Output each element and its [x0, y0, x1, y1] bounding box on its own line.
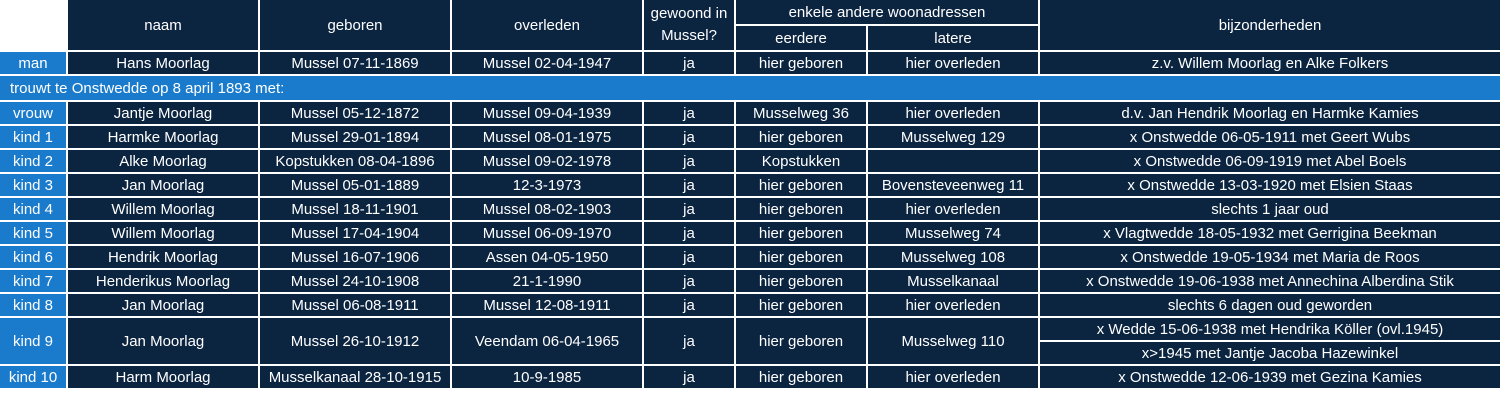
cell-latere — [868, 150, 1038, 172]
cell-eerdere: hier geboren — [736, 126, 866, 148]
cell-naam: Harm Moorlag — [68, 366, 258, 388]
cell-geboren: Mussel 06-08-1911 — [260, 294, 450, 316]
cell-eerdere: Musselweg 36 — [736, 102, 866, 124]
header-gewoond: gewoond in Mussel? — [644, 0, 734, 50]
cell-bijzonderheden: x Onstwedde 19-05-1934 met Maria de Roos — [1040, 246, 1500, 268]
cell-naam: Jan Moorlag — [68, 174, 258, 196]
cell-bijzonderheden: x Wedde 15-06-1938 met Hendrika Köller (ovl.1945) — [1040, 318, 1500, 340]
cell-gewoond: ja — [644, 174, 734, 196]
row-label: kind 2 — [0, 150, 66, 172]
cell-gewoond: ja — [644, 366, 734, 388]
cell-geboren: Mussel 16-07-1906 — [260, 246, 450, 268]
cell-eerdere: hier geboren — [736, 366, 866, 388]
cell-bijzonderheden: x Onstwedde 06-05-1911 met Geert Wubs — [1040, 126, 1500, 148]
header-bijzonderheden: bijzonderheden — [1040, 0, 1500, 50]
cell-overleden: 12-3-1973 — [452, 174, 642, 196]
cell-eerdere: hier geboren — [736, 198, 866, 220]
cell-eerdere: hier geboren — [736, 246, 866, 268]
cell-bijzonderheden: x Onstwedde 12-06-1939 met Gezina Kamies — [1040, 366, 1500, 388]
header-geboren: geboren — [260, 0, 450, 50]
header-eerdere: eerdere — [736, 26, 866, 50]
cell-gewoond: ja — [644, 102, 734, 124]
row-label: kind 1 — [0, 126, 66, 148]
cell-naam: Hendrik Moorlag — [68, 246, 258, 268]
row-label: vrouw — [0, 102, 66, 124]
cell-gewoond: ja — [644, 270, 734, 292]
cell-eerdere: hier geboren — [736, 174, 866, 196]
cell-bijzonderheden: slechts 1 jaar oud — [1040, 198, 1500, 220]
cell-naam: Willem Moorlag — [68, 198, 258, 220]
row-label: kind 6 — [0, 246, 66, 268]
cell-latere: hier overleden — [868, 294, 1038, 316]
cell-latere: hier overleden — [868, 102, 1038, 124]
cell-eerdere: hier geboren — [736, 318, 866, 364]
row-label: man — [0, 52, 66, 74]
cell-geboren: Musselkanaal 28-10-1915 — [260, 366, 450, 388]
cell-overleden: Veendam 06-04-1965 — [452, 318, 642, 364]
cell-eerdere: Kopstukken — [736, 150, 866, 172]
cell-bijzonderheden: x Vlagtwedde 18-05-1932 met Gerrigina Beekman — [1040, 222, 1500, 244]
row-label: kind 5 — [0, 222, 66, 244]
cell-naam: Harmke Moorlag — [68, 126, 258, 148]
cell-bijzonderheden: d.v. Jan Hendrik Moorlag en Harmke Kamies — [1040, 102, 1500, 124]
cell-latere: hier overleden — [868, 198, 1038, 220]
cell-geboren: Mussel 05-01-1889 — [260, 174, 450, 196]
cell-latere: Bovensteveenweg 11 — [868, 174, 1038, 196]
row-label: kind 7 — [0, 270, 66, 292]
cell-gewoond: ja — [644, 126, 734, 148]
cell-naam: Willem Moorlag — [68, 222, 258, 244]
header-overleden: overleden — [452, 0, 642, 50]
cell-bijzonderheden: slechts 6 dagen oud geworden — [1040, 294, 1500, 316]
cell-overleden: Mussel 02-04-1947 — [452, 52, 642, 74]
cell-eerdere: hier geboren — [736, 294, 866, 316]
cell-geboren: Mussel 07-11-1869 — [260, 52, 450, 74]
cell-latere: Musselweg 110 — [868, 318, 1038, 364]
header-corner — [0, 0, 66, 50]
cell-naam: Henderikus Moorlag — [68, 270, 258, 292]
cell-naam: Hans Moorlag — [68, 52, 258, 74]
header-woonadressen: enkele andere woonadressen — [736, 0, 1038, 24]
cell-geboren: Mussel 29-01-1894 — [260, 126, 450, 148]
cell-geboren: Mussel 26-10-1912 — [260, 318, 450, 364]
header-naam: naam — [68, 0, 258, 50]
cell-gewoond: ja — [644, 294, 734, 316]
cell-overleden: Mussel 09-02-1978 — [452, 150, 642, 172]
header-latere: latere — [868, 26, 1038, 50]
cell-overleden: 21-1-1990 — [452, 270, 642, 292]
row-label: kind 4 — [0, 198, 66, 220]
cell-bijzonderheden: x Onstwedde 13-03-1920 met Elsien Staas — [1040, 174, 1500, 196]
cell-gewoond: ja — [644, 52, 734, 74]
cell-latere: Musselweg 129 — [868, 126, 1038, 148]
cell-bijzonderheden: x Onstwedde 19-06-1938 met Annechina Alberdina Stik — [1040, 270, 1500, 292]
cell-geboren: Kopstukken 08-04-1896 — [260, 150, 450, 172]
cell-bijzonderheden: x>1945 met Jantje Jacoba Hazewinkel — [1040, 342, 1500, 364]
cell-overleden: 10-9-1985 — [452, 366, 642, 388]
cell-latere: hier overleden — [868, 52, 1038, 74]
cell-bijzonderheden: z.v. Willem Moorlag en Alke Folkers — [1040, 52, 1500, 74]
cell-gewoond: ja — [644, 222, 734, 244]
cell-latere: Musselweg 74 — [868, 222, 1038, 244]
cell-latere: hier overleden — [868, 366, 1038, 388]
cell-naam: Jantje Moorlag — [68, 102, 258, 124]
row-label: kind 8 — [0, 294, 66, 316]
cell-geboren: Mussel 05-12-1872 — [260, 102, 450, 124]
cell-overleden: Mussel 08-02-1903 — [452, 198, 642, 220]
cell-gewoond: ja — [644, 198, 734, 220]
cell-bijzonderheden: x Onstwedde 06-09-1919 met Abel Boels — [1040, 150, 1500, 172]
cell-latere: Musselweg 108 — [868, 246, 1038, 268]
cell-eerdere: hier geboren — [736, 222, 866, 244]
cell-overleden: Mussel 08-01-1975 — [452, 126, 642, 148]
cell-gewoond: ja — [644, 150, 734, 172]
cell-geboren: Mussel 17-04-1904 — [260, 222, 450, 244]
cell-overleden: Mussel 12-08-1911 — [452, 294, 642, 316]
cell-eerdere: hier geboren — [736, 270, 866, 292]
cell-geboren: Mussel 24-10-1908 — [260, 270, 450, 292]
cell-naam: Jan Moorlag — [68, 294, 258, 316]
cell-eerdere: hier geboren — [736, 52, 866, 74]
cell-overleden: Assen 04-05-1950 — [452, 246, 642, 268]
row-label: kind 9 — [0, 318, 66, 364]
cell-naam: Alke Moorlag — [68, 150, 258, 172]
cell-geboren: Mussel 18-11-1901 — [260, 198, 450, 220]
marriage-row: trouwt te Onstwedde op 8 april 1893 met: — [0, 76, 1500, 100]
cell-overleden: Mussel 09-04-1939 — [452, 102, 642, 124]
row-label: kind 3 — [0, 174, 66, 196]
cell-overleden: Mussel 06-09-1970 — [452, 222, 642, 244]
cell-naam: Jan Moorlag — [68, 318, 258, 364]
row-label: kind 10 — [0, 366, 66, 388]
cell-gewoond: ja — [644, 246, 734, 268]
cell-gewoond: ja — [644, 318, 734, 364]
cell-latere: Musselkanaal — [868, 270, 1038, 292]
